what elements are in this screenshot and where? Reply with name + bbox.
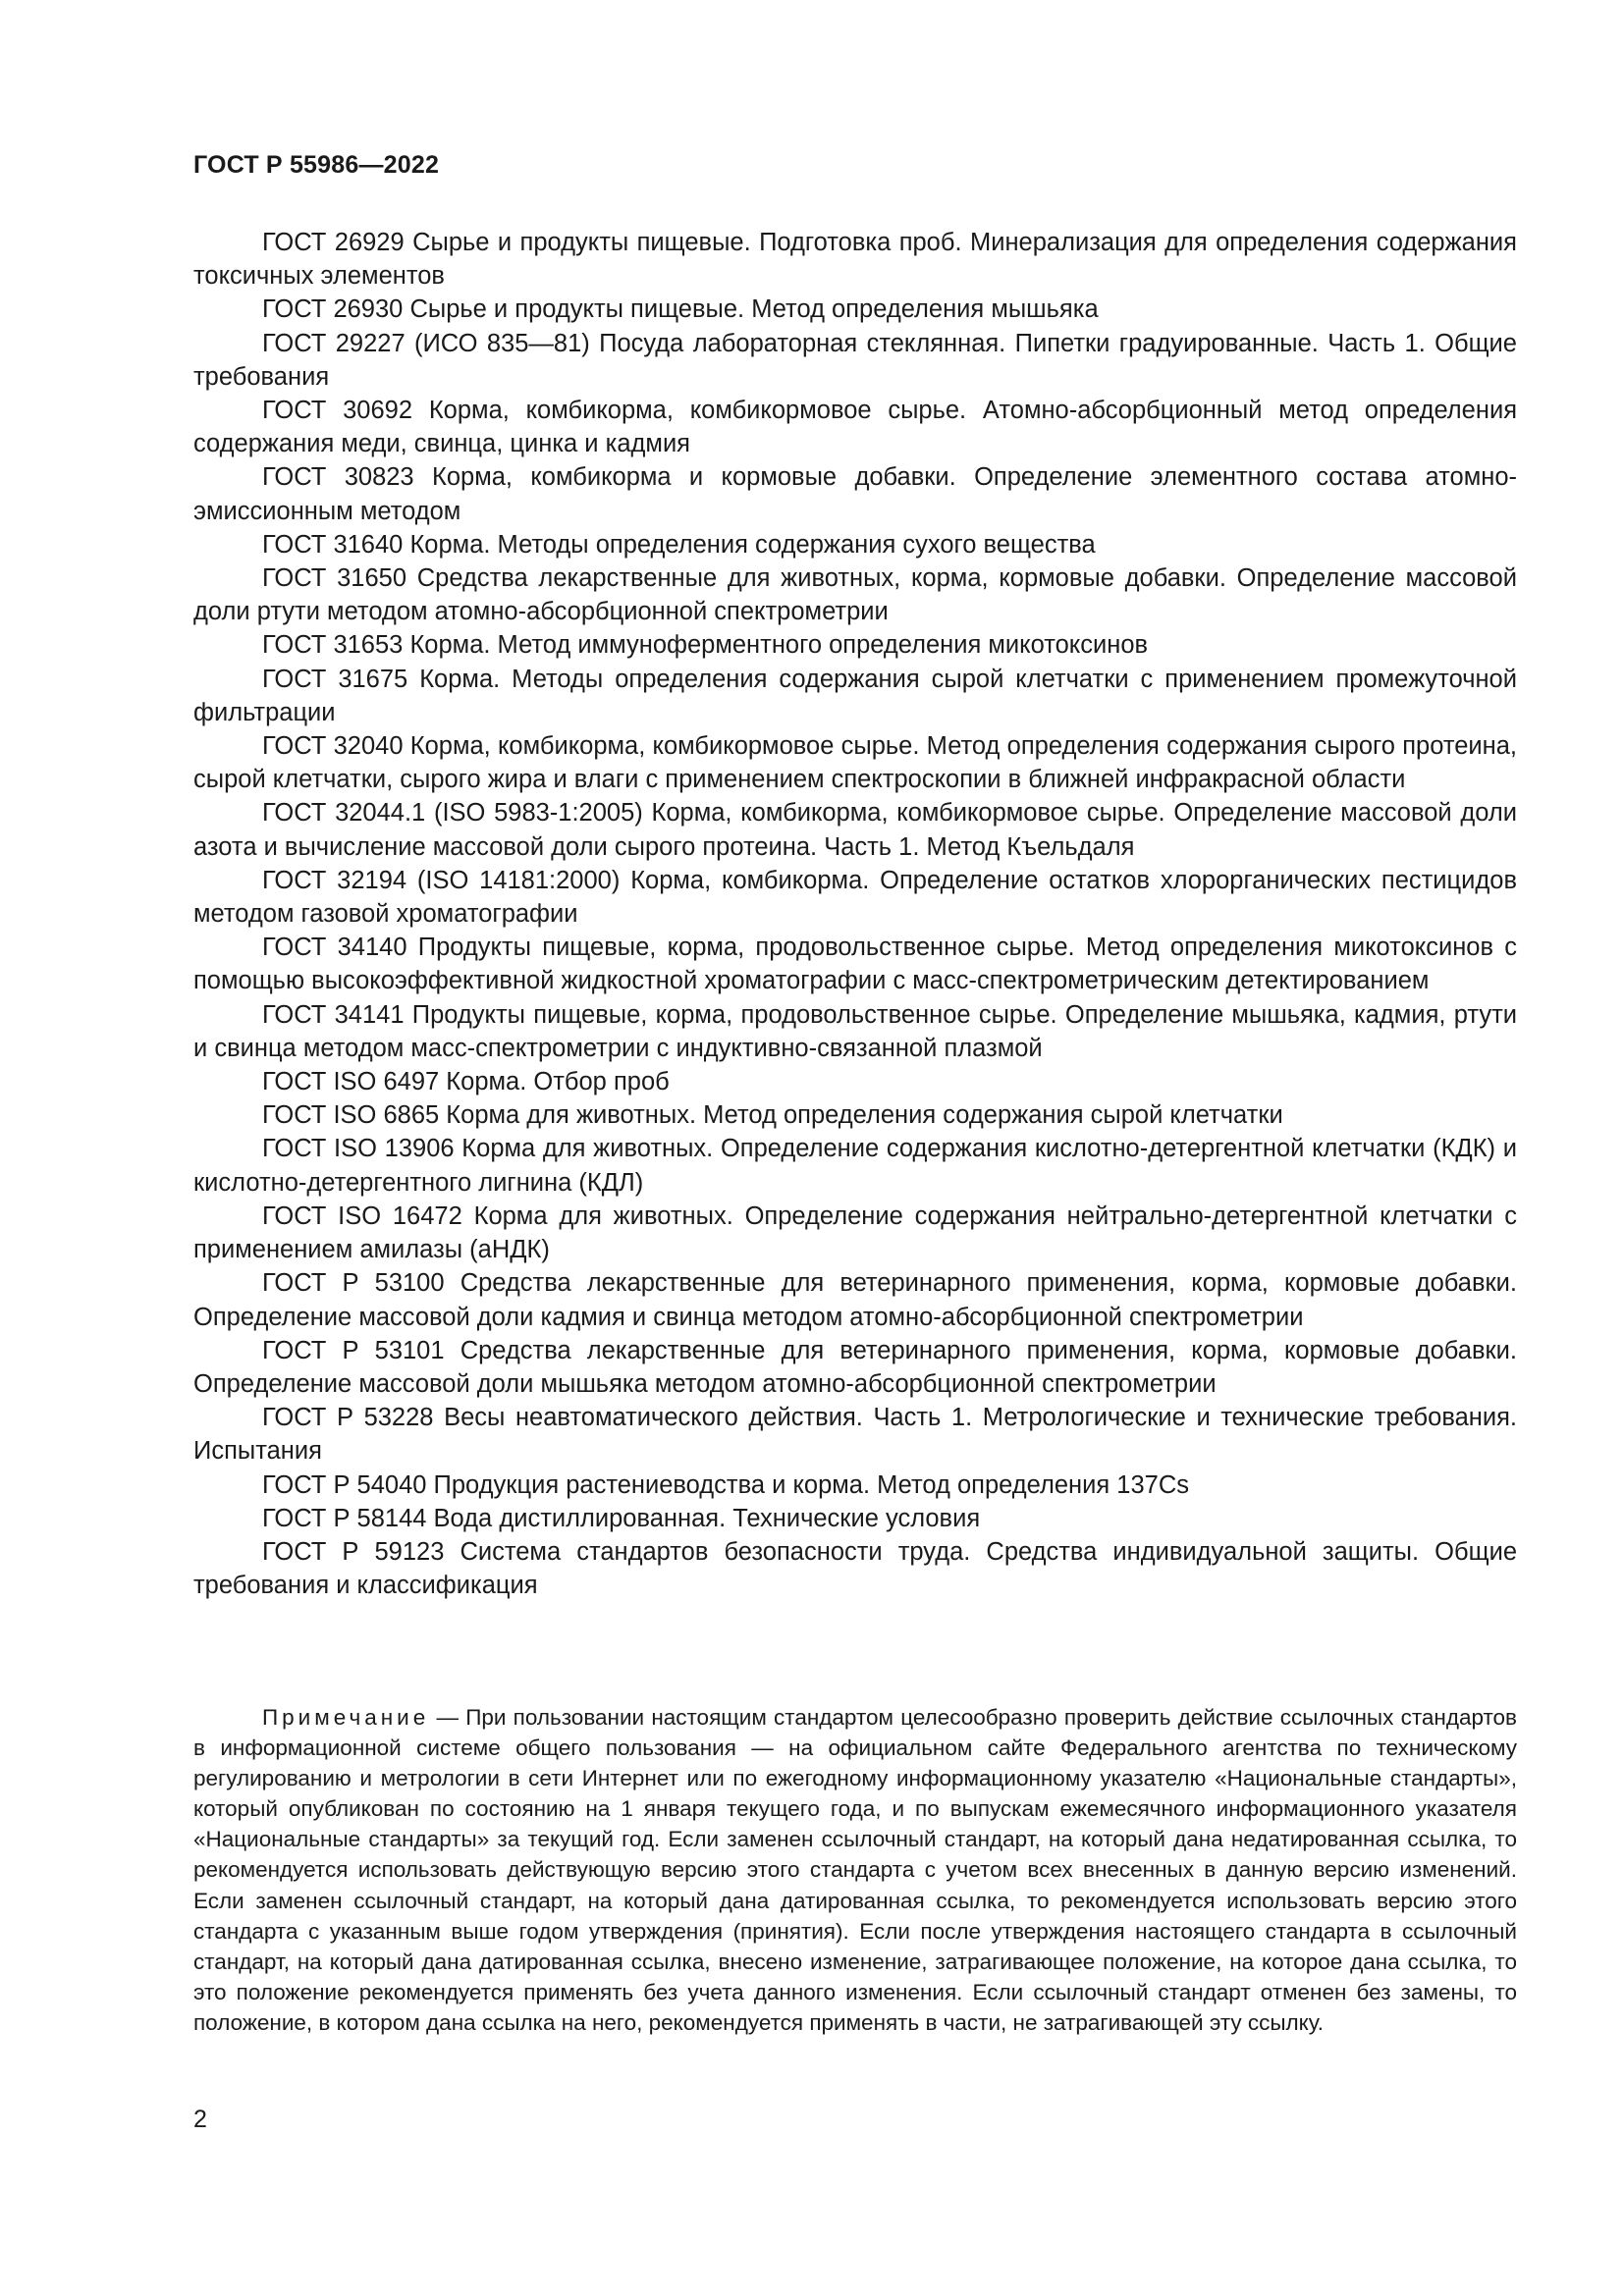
reference-item: [193, 931, 1517, 997]
reference-title: Средства лекарственные для ветеринарного применения, корма, кормовые добавки. Определение массовой доли кадмия и свинца методом атомно-абсорбционной спектрометрии: [193, 1269, 1517, 1331]
reference-title: Корма для животных. Определение содержания кислотно-детергентной клетчатки (КДК) и кислотно-детергентного лигнина (КДЛ): [193, 1135, 1517, 1197]
reference-code: ГОСТ ISO 6497: [262, 1068, 440, 1096]
note-text: При пользовании настоящим стандартом целесообразно проверить действие ссылочных стандартов в информационной системе общего пользования — на официальном сайте Федерального агентства по техническому регулированию и метрологии в сети Интернет или по ежегодному информационному указателю «Национальные стандарты», который опубликован по состоянию на 1 января текущего года, и по выпускам ежемесячного информационного указателя «Национальные стандарты» за текущий год. Если заменен ссылочный стандарт, на который дана недатированная ссылка, то рекомендуется использовать действующую версию этого стандарта с учетом всех внесенных в данную версию изменений. Если заменен ссылочный стандарт, на который дана датированная ссылка, то рекомендуется использовать версию этого стандарта с указанным выше годом утверждения (принятия). Если после утверждения настоящего стандарта в ссылочный стандарт, на который дана датированная ссылка, внесено изменение, затрагивающее положение, на которое дана ссылка, то это положение рекомендуется применять без учета данного изменения. Если ссылочный стандарт отменен без замены, то положение, в котором дана ссылка на него, рекомендуется применять в части, не затрагивающей эту ссылку.: [193, 1705, 1517, 2035]
reference-item: [193, 293, 1517, 326]
reference-item: [193, 1502, 1517, 1535]
reference-code: ГОСТ 32044.1 (ISO 5983-1:2005): [262, 799, 643, 828]
page-number: 2: [193, 2106, 207, 2133]
reference-code: ГОСТ 26930: [262, 295, 404, 324]
reference-title: Весы неавтоматического действия. Часть 1. Метрологические и технические требования. Испытания: [193, 1404, 1517, 1466]
reference-title: Вода дистиллированная. Технические условия: [433, 1504, 981, 1532]
reference-item: [193, 663, 1517, 729]
normative-references-list: [193, 226, 1517, 1602]
reference-code: ГОСТ 26929: [262, 229, 405, 256]
reference-item: [193, 1200, 1517, 1266]
reference-title: Корма. Методы определения содержания сырой клетчатки с применением промежуточной фильтрации: [193, 665, 1517, 726]
reference-code: ГОСТ 32040: [262, 732, 404, 761]
reference-item: [193, 327, 1517, 394]
reference-code: ГОСТ 30823: [262, 463, 414, 492]
reference-title: Корма для животных. Метод определения содержания сырой клетчатки: [446, 1101, 1283, 1130]
reference-item: [193, 1468, 1517, 1502]
reference-item: [193, 561, 1517, 628]
reference-code: ГОСТ 34141: [262, 1000, 405, 1029]
reference-item: [193, 1098, 1517, 1132]
reference-code: ГОСТ 29227 (ИСО 835—81): [262, 329, 590, 357]
reference-title: Корма. Метод иммуноферментного определения микотоксинов: [409, 631, 1149, 660]
reference-title: Корма, комбикорма, комбикормовое сырье. Атомно-абсорбционный метод определения содержания меди, свинца, цинка и кадмия: [193, 397, 1517, 458]
reference-code: ГОСТ 31653: [262, 631, 404, 660]
note-label: Примечание: [262, 1705, 430, 1730]
reference-title: Корма, комбикорма, комбикормовое сырье. Метод определения содержания сырого протеина, сырой клетчатки, сырого жира и влаги с применением спектроскопии в ближней инфракрасной области: [193, 732, 1517, 794]
reference-code: ГОСТ 31675: [262, 665, 408, 693]
reference-item: [193, 998, 1517, 1065]
reference-item: [193, 864, 1517, 931]
reference-title: Корма, комбикорма. Определение остатков хлорорганических пестицидов методом газовой хроматографии: [193, 866, 1518, 929]
reference-code: ГОСТ ISO 6865: [262, 1101, 440, 1130]
reference-title: Корма. Методы определения содержания сухого вещества: [409, 530, 1096, 559]
reference-item: [193, 1535, 1517, 1602]
reference-code: ГОСТ 32194 (ISO 14181:2000): [262, 866, 621, 894]
reference-title: Средства лекарственные для животных, корма, кормовые добавки. Определение массовой доли ртути методом атомно-абсорбционной спектрометрии: [193, 564, 1517, 626]
note-dash: —: [429, 1705, 466, 1730]
reference-code: ГОСТ Р 53228: [262, 1404, 434, 1432]
reference-code: ГОСТ Р 54040: [262, 1470, 427, 1499]
reference-title: Корма, комбикорма и кормовые добавки. Определение элементного состава атомно-эмиссионным методом: [193, 463, 1518, 525]
reference-item: [193, 226, 1517, 293]
reference-item: [193, 1065, 1517, 1098]
reference-code: ГОСТ ISO 16472: [262, 1201, 462, 1230]
note-paragraph: [193, 1702, 1517, 2038]
reference-code: ГОСТ 34140: [262, 934, 407, 962]
reference-item: [193, 1266, 1517, 1333]
reference-item: [193, 1401, 1517, 1468]
reference-item: [193, 394, 1517, 460]
reference-item: [193, 1334, 1517, 1401]
reference-title: Средства лекарственные для ветеринарного применения, корма, кормовые добавки. Определение массовой доли мышьяка методом атомно-абсорбционной спектрометрии: [193, 1336, 1517, 1398]
reference-code: ГОСТ Р 53101: [262, 1336, 445, 1364]
reference-title: Корма для животных. Определение содержания нейтрально-детергентной клетчатки с применением амилазы (аНДК): [193, 1201, 1517, 1264]
reference-code: ГОСТ 30692: [262, 397, 413, 425]
reference-code: ГОСТ Р 59123: [262, 1537, 445, 1566]
reference-title: Сырье и продукты пищевые. Подготовка проб. Минерализация для определения содержания токсичных элементов: [193, 229, 1517, 291]
reference-title: Продукты пищевые, корма, продовольственное сырье. Определение мышьяка, кадмия, ртути и свинца методом масс-спектрометрии с индуктивно-связанной плазмой: [193, 1000, 1517, 1062]
reference-title: Корма, комбикорма, комбикормовое сырье. Определение массовой доли азота и вычисление массовой доли сырого протеина. Часть 1. Метод Къельдаля: [193, 799, 1517, 861]
reference-title: Продукция растениеводства и корма. Метод определения 137Cs: [433, 1470, 1189, 1499]
reference-code: ГОСТ 31650: [262, 564, 406, 593]
reference-title: Корма. Отбор проб: [446, 1068, 670, 1096]
reference-item: [193, 460, 1517, 527]
reference-code: ГОСТ Р 53100: [262, 1269, 445, 1298]
reference-title: Продукты пищевые, корма, продовольственное сырье. Метод определения микотоксинов с помощью высокоэффективной жидкостной хроматографии с масс-спектрометрическим детектированием: [193, 934, 1518, 995]
reference-title: Система стандартов безопасности труда. Средства индивидуальной защиты. Общие требования и классификация: [193, 1537, 1517, 1600]
reference-item: [193, 628, 1517, 662]
reference-title: Сырье и продукты пищевые. Метод определения мышьяка: [409, 295, 1099, 324]
reference-item: [193, 1132, 1517, 1199]
reference-item: [193, 796, 1517, 863]
reference-code: ГОСТ Р 58144: [262, 1504, 427, 1532]
document-header: ГОСТ Р 55986—2022: [193, 151, 440, 179]
reference-item: [193, 528, 1517, 561]
reference-code: ГОСТ 31640: [262, 530, 404, 559]
reference-item: [193, 729, 1517, 796]
reference-code: ГОСТ ISO 13906: [262, 1135, 455, 1163]
reference-title: Посуда лабораторная стеклянная. Пипетки градуированные. Часть 1. Общие требования: [193, 329, 1517, 391]
